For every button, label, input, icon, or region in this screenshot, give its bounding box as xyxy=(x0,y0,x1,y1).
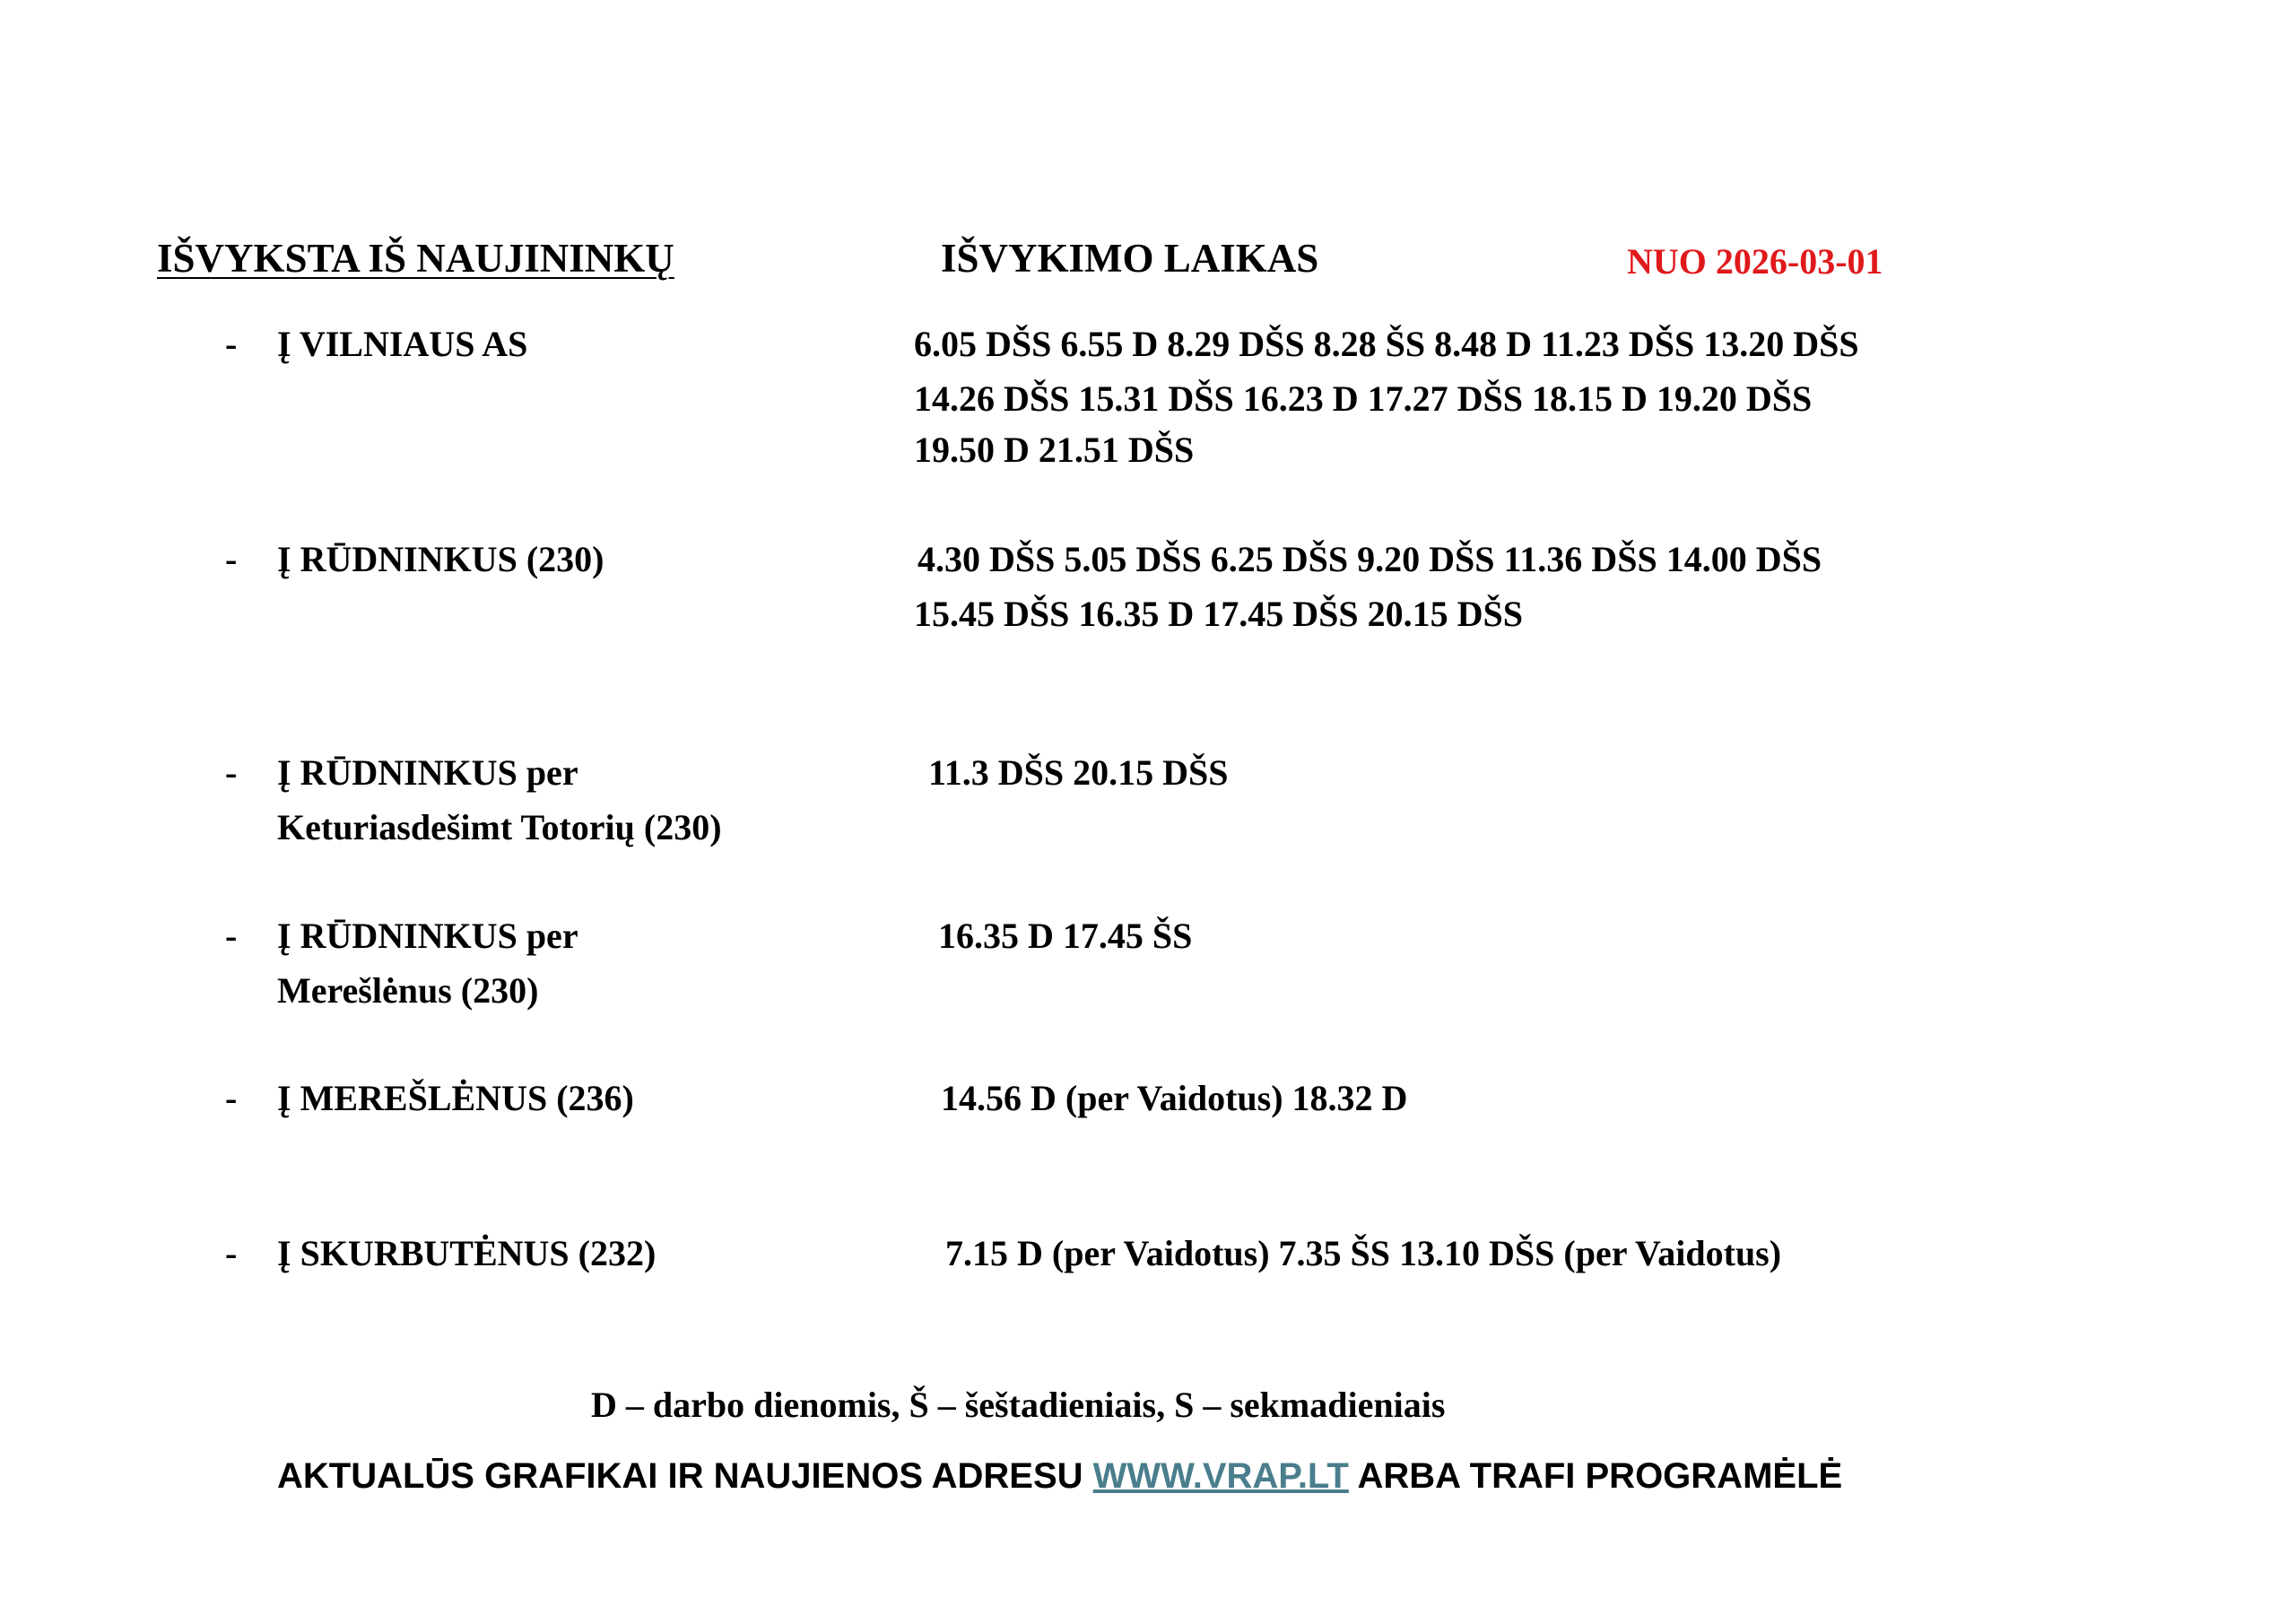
route-destination: Į RŪDNINKUS (230) xyxy=(277,539,604,579)
route-times-line: 7.15 D (per Vaidotus) 7.35 ŠS 13.10 DŠS (per Vaidotus) xyxy=(945,1233,1782,1273)
route-bullet: - xyxy=(225,752,238,793)
route-bullet: - xyxy=(225,916,238,956)
route-times-line: 4.30 DŠS 5.05 DŠS 6.25 DŠS 9.20 DŠS 11.36 DŠS 14.00 DŠS xyxy=(918,539,1822,579)
route-destination-line2: Keturiasdešimt Totorių (230) xyxy=(277,807,722,847)
route-destination: Į VILNIAUS AS xyxy=(277,324,528,364)
effective-date: NUO 2026-03-01 xyxy=(1627,241,1883,282)
route-bullet: - xyxy=(225,539,238,579)
footer-suffix: ARBA TRAFI PROGRAMĖLĖ xyxy=(1348,1456,1843,1496)
route-times-line: 14.26 DŠS 15.31 DŠS 16.23 D 17.27 DŠS 18.15 D 19.20 DŠS xyxy=(914,378,1813,419)
footer-prefix: AKTUALŪS GRAFIKAI IR NAUJIENOS ADRESU xyxy=(277,1456,1093,1496)
route-destination: Į RŪDNINKUS per xyxy=(277,752,578,793)
footer-text xyxy=(277,1456,1842,1497)
route-destination: Į SKURBUTĖNUS (232) xyxy=(277,1233,657,1273)
route-times-line: 15.45 DŠS 16.35 D 17.45 DŠS 20.15 DŠS xyxy=(914,594,1524,634)
departure-time-heading: IŠVYKIMO LAIKAS xyxy=(941,236,1319,281)
route-times-line: 11.3 DŠS 20.15 DŠS xyxy=(928,752,1229,793)
route-destination: Į RŪDNINKUS per xyxy=(277,916,578,956)
route-bullet: - xyxy=(225,1233,238,1273)
route-times-line: 19.50 D 21.51 DŠS xyxy=(914,430,1195,470)
page-title: IŠVYKSTA IŠ NAUJININKŲ xyxy=(157,236,674,281)
route-destination-line2: Merešlėnus (230) xyxy=(277,970,539,1011)
route-times-line: 14.56 D (per Vaidotus) 18.32 D xyxy=(941,1078,1408,1118)
route-destination: Į MEREŠLĖNUS (236) xyxy=(277,1078,634,1118)
route-times-line: 16.35 D 17.45 ŠS xyxy=(938,916,1193,956)
website-link[interactable]: WWW.VRAP.LT xyxy=(1092,1456,1349,1496)
route-times-line: 6.05 DŠS 6.55 D 8.29 DŠS 8.28 ŠS 8.48 D 11.23 DŠS 13.20 DŠS xyxy=(914,324,1859,364)
route-bullet: - xyxy=(225,324,238,364)
route-bullet: - xyxy=(225,1078,238,1118)
legend-text: D – darbo dienomis, Š – šeštadieniais, S – sekmadieniais xyxy=(591,1385,1446,1425)
